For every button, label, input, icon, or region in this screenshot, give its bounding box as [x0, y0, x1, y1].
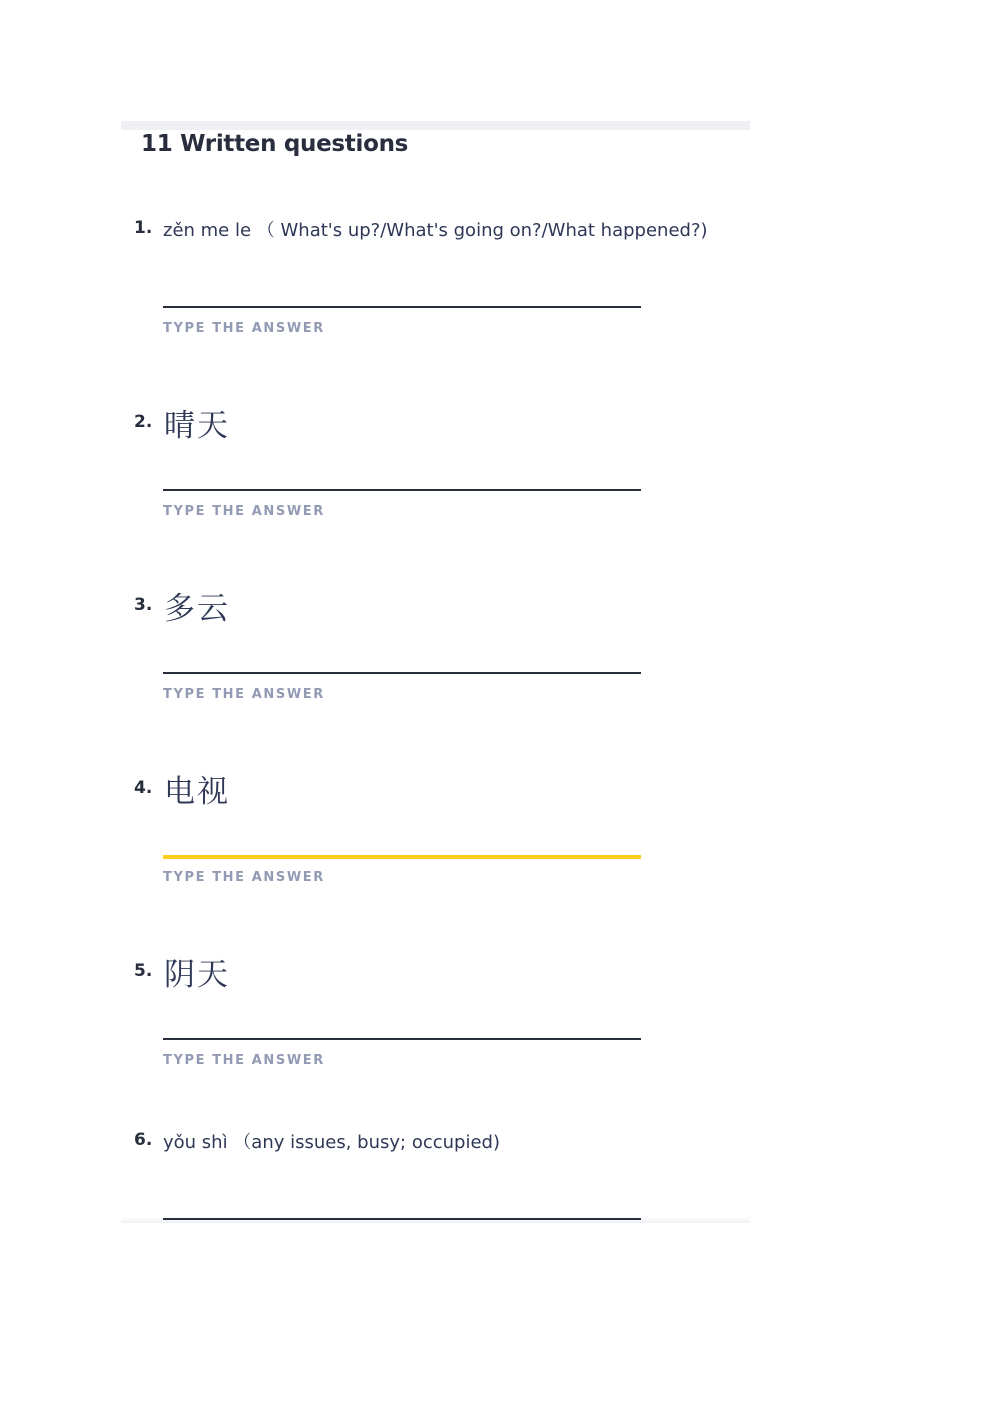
- answer-input[interactable]: [163, 306, 641, 308]
- answer-input[interactable]: [163, 1218, 641, 1220]
- answer-label: TYPE THE ANSWER: [163, 1053, 325, 1068]
- question-term: yǒu shì （any issues, busy; occupied): [163, 1132, 500, 1153]
- question-term: 晴天: [164, 408, 230, 444]
- question-term: 多云: [164, 591, 230, 627]
- answer-label: TYPE THE ANSWER: [163, 687, 325, 702]
- question-number: 3.: [134, 595, 153, 615]
- answer-input-focused[interactable]: [163, 855, 641, 859]
- question-term: 阴天: [164, 957, 230, 993]
- question-number: 1.: [134, 218, 153, 238]
- question-number: 6.: [134, 1130, 153, 1150]
- answer-input[interactable]: [163, 489, 641, 491]
- answer-label: TYPE THE ANSWER: [163, 321, 325, 336]
- panel-top-border: [121, 121, 750, 130]
- answer-input[interactable]: [163, 1038, 641, 1040]
- answer-label: TYPE THE ANSWER: [163, 504, 325, 519]
- question-term: 电视: [164, 774, 230, 810]
- question-term: zěn me le （ What's up?/What's going on?/What happened?): [163, 220, 708, 241]
- question-number: 5.: [134, 961, 153, 981]
- question-number: 4.: [134, 778, 153, 798]
- answer-input[interactable]: [163, 672, 641, 674]
- answer-label: TYPE THE ANSWER: [163, 870, 325, 885]
- section-title: 11 Written questions: [141, 131, 409, 157]
- question-number: 2.: [134, 412, 153, 432]
